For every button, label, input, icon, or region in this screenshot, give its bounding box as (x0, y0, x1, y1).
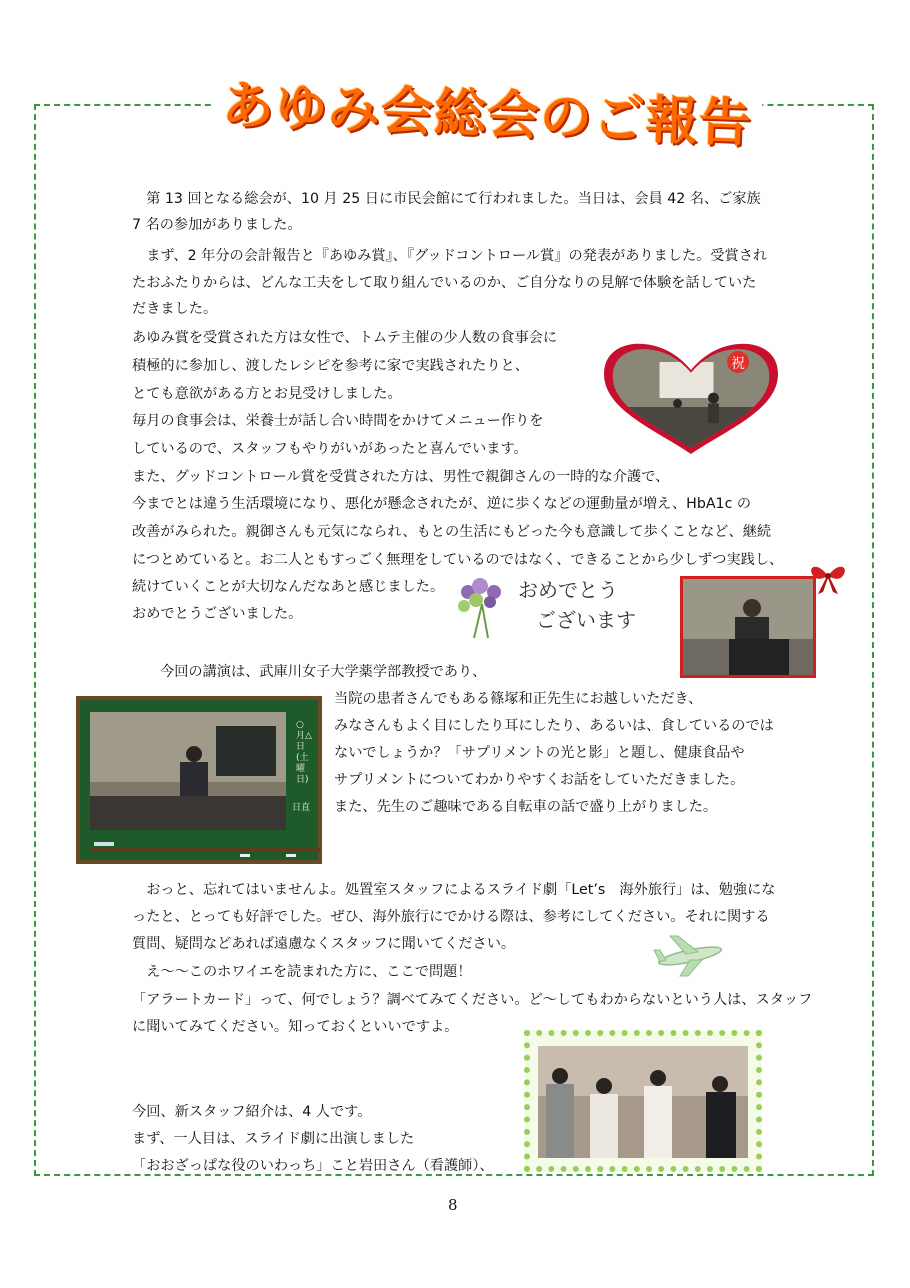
paragraph-line: ったと、とっても好評でした。ぜひ、海外旅行にでかける際は、参考にしてください。それに関する (132, 909, 770, 925)
congrats-text-1: おめでとう (518, 578, 618, 602)
paragraph-line: 「おおざっぱな役のいわっち」こと岩田さん（看護師）、 (132, 1158, 494, 1174)
paragraph-line: 7 名の参加がありました。 (132, 217, 302, 233)
blackboard-date-text: ○月△日(土曜日) (296, 720, 312, 785)
flower-bouquet-icon (454, 574, 510, 640)
paragraph-line: 質問、疑問などあれば遠慮なくスタッフに聞いてください。 (132, 936, 516, 952)
heart-photo-frame (596, 338, 786, 456)
paragraph-line: 今回、新スタッフ紹介は、4 人です。 (132, 1104, 372, 1120)
paragraph-line: ないでしょうか？「サプリメントの光と影」と題し、健康食品や (334, 745, 745, 761)
paragraph-line: 毎月の食事会は、栄養士が話し合い時間をかけてメニュー作りを (132, 413, 544, 429)
paragraph-line: おめでとうございました。 (132, 606, 303, 622)
paragraph-line: だきました。 (132, 301, 218, 317)
paragraph-line: また、グッドコントロール賞を受賞された方は、男性で親御さんの一時的な介護で、 (132, 469, 670, 485)
speaker-photo (680, 576, 816, 678)
paragraph-line: しているので、スタッフもやりがいがあったと喜んでいます。 (132, 441, 528, 457)
paragraph-line: たおふたりからは、どんな工夫をして取り組んでいるのか、ご自分なりの見解で体験を話していた (132, 275, 757, 291)
paragraph-line: 続けていくことが大切なんだなあと感じました。 (132, 579, 445, 595)
paragraph-line: また、先生のご趣味である自転車の話で盛り上がりました。 (334, 799, 718, 815)
page-title: あゆみ会総会のご報告 (211, 62, 763, 156)
blackboard-frame (76, 696, 322, 864)
paragraph-line: まず、2 年分の会計報告と『あゆみ賞』、『グッドコントロール賞』の発表がありました。受賞され (132, 248, 768, 264)
airplane-icon (650, 932, 730, 978)
blackboard-duty-text: 日直 (292, 803, 311, 813)
paragraph-line: おっと、忘れてはいませんよ。処置室スタッフによるスライド劇「Let’s 海外旅行」は、勉強にな (132, 882, 776, 898)
paragraph-line: 「アラートカード」って、何でしょう？調べてみてください。ど～してもわからないという人は、スタッフ (132, 992, 813, 1008)
paragraph-line: 今回の講演は、武庫川女子大学薬学部教授であり、 (160, 664, 487, 680)
heart-badge-text: 祝 (731, 356, 745, 372)
paragraph-line: 改善がみられた。親御さんも元気になられ、もとの生活にもどった今も意識して歩くことなど、継続 (132, 524, 772, 540)
paragraph-line: とても意欲がある方とお見受けしました。 (132, 386, 402, 402)
ribbon-icon (808, 560, 848, 596)
paragraph-line: あゆみ賞を受賞された方は女性で、トムテ主催の少人数の食事会に (132, 330, 558, 346)
page-number: 8 (448, 1196, 458, 1214)
paragraph-line: 当院の患者さんでもある篠塚和正先生にお越しいただき、 (334, 691, 703, 707)
staff-photo (538, 1046, 748, 1158)
paragraph-line: え～～このホワイエを読まれた方に、ここで問題！ (132, 964, 472, 980)
paragraph-line: につとめていると。お二人ともすっごく無理をしているのではなく、できることから少しずつ実践し、 (132, 552, 784, 568)
paragraph-line: 積極的に参加し、渡したレシピを参考に家で実践されたりと、 (132, 358, 529, 374)
paragraph-line: サプリメントについてわかりやすくお話をしていただきました。 (334, 772, 745, 788)
paragraph-line: に聞いてみてください。知っておくといいですよ。 (132, 1019, 459, 1035)
lecture-photo (90, 712, 286, 830)
congrats-text-2: ございます (536, 608, 636, 632)
paragraph-line: まず、一人目は、スライド劇に出演しました (132, 1131, 415, 1147)
paragraph-line: 第 13 回となる総会が、10 月 25 日に市民会館にて行われました。当日は、会員 42 名、ご家族 (132, 191, 761, 207)
paragraph-line: 今までとは違う生活環境になり、悪化が懸念されたが、逆に歩くなどの運動量が増え、HbA1c の (132, 496, 752, 512)
paragraph-line: みなさんもよく目にしたり耳にしたり、あるいは、食しているのでは (334, 718, 774, 734)
staff-photo-frame (524, 1030, 762, 1172)
